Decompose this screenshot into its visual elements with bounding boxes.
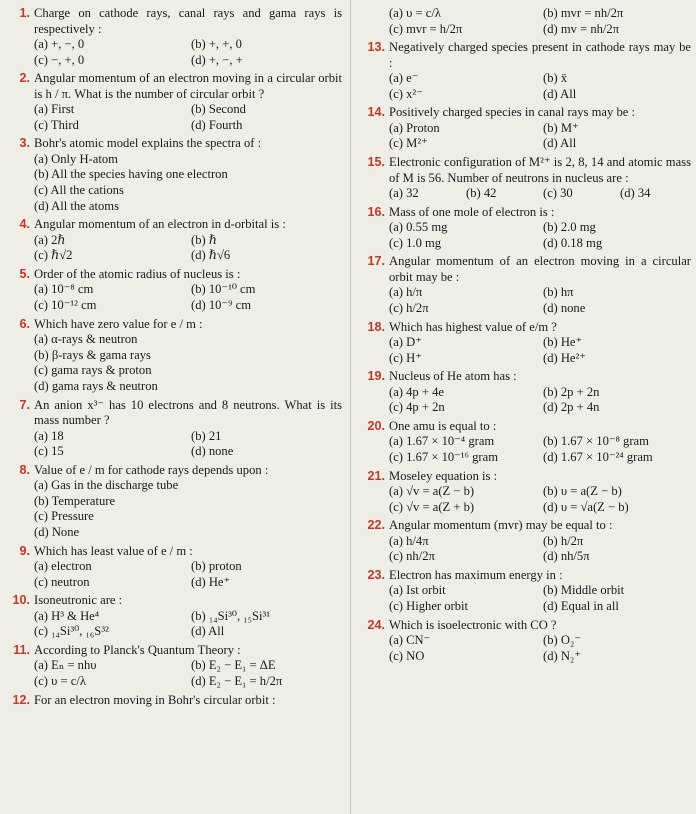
column-divider: [350, 0, 351, 814]
question-number: 1.: [19, 6, 30, 20]
answer-option[interactable]: (c) h/2π: [389, 300, 429, 315]
question-text: For an electron moving in Bohr's circular orbit :: [34, 692, 276, 707]
question-text: According to Planck's Quantum Theory :: [34, 642, 241, 657]
answer-option[interactable]: (b) He⁺: [543, 335, 583, 350]
answer-option[interactable]: (a) Ist orbit: [389, 583, 446, 598]
question-text: Order of the atomic radius of nucleus is :: [34, 266, 241, 281]
answer-option[interactable]: (b) E₂ − E₁ = ΔE: [191, 658, 276, 673]
question-item: [6, 693, 342, 709]
answer-option[interactable]: (a) +, −, 0: [34, 37, 85, 51]
options-list: [34, 609, 342, 640]
answer-option[interactable]: (d) He²⁺: [543, 350, 586, 365]
answer-option[interactable]: (c) 1.67 × 10⁻¹⁶ gram: [389, 450, 498, 464]
question-number: 14.: [367, 105, 385, 120]
answer-option[interactable]: (a) H³ & He⁴: [34, 608, 100, 623]
question-body: [389, 568, 691, 615]
question-body: [34, 544, 342, 591]
question-text: Bohr's atomic model explains the spectra of :: [34, 136, 262, 151]
answer-option[interactable]: (a) α-rays & neutron: [34, 332, 138, 347]
question-text: Which has least value of e / m :: [34, 543, 193, 558]
options-list: [389, 335, 691, 366]
question-item: [361, 155, 691, 202]
answer-option[interactable]: (d) All: [543, 136, 577, 151]
answer-option[interactable]: (a) h/4π: [389, 533, 429, 548]
question-number: 23.: [367, 567, 385, 582]
question-item: [6, 136, 342, 214]
answer-option[interactable]: (c) −, +, 0: [34, 52, 85, 67]
question-text: Which has highest value of e/m ?: [389, 319, 557, 334]
answer-option[interactable]: (a) 0.55 mg: [389, 220, 448, 235]
question-item: [6, 643, 342, 690]
answer-option[interactable]: (a) electron: [34, 559, 92, 574]
question-number: 2.: [19, 71, 30, 86]
options-list: [34, 429, 342, 460]
question-item: [6, 6, 342, 68]
question-item: [361, 6, 691, 37]
question-number: 5.: [19, 266, 30, 281]
question-body: [34, 593, 342, 640]
question-item: [6, 71, 342, 133]
question-number: 10.: [12, 593, 30, 608]
question-text: Isoneutronic are :: [34, 593, 123, 608]
question-number: 9.: [19, 543, 30, 558]
answer-option[interactable]: (b) υ = a(Z − b): [543, 484, 622, 499]
answer-option[interactable]: (d) nh/5π: [543, 549, 590, 564]
answer-option[interactable]: (d) Equal in all: [543, 599, 619, 614]
answer-option[interactable]: (d) He⁺: [191, 574, 231, 589]
question-body: [34, 643, 342, 690]
answer-option[interactable]: (b) mvr = nh/2π: [543, 6, 624, 20]
answer-option[interactable]: (b) 2.0 mg: [543, 220, 596, 235]
answer-option[interactable]: (b) Middle orbit: [543, 583, 625, 598]
question-number: 18.: [367, 319, 385, 334]
options-list: [34, 37, 342, 68]
answer-option[interactable]: (d) ℏ√6: [191, 248, 231, 263]
answer-option[interactable]: (d) gama rays & neutron: [34, 378, 158, 393]
question-item: [6, 217, 342, 264]
answer-option[interactable]: (a) e⁻: [389, 71, 419, 86]
question-body: [34, 398, 342, 460]
question-item: [6, 463, 342, 541]
question-body: [389, 205, 691, 252]
question-body: [34, 463, 342, 541]
answer-option[interactable]: (d) All the atoms: [34, 198, 119, 213]
question-text: Angular momentum of an electron moving in a circular orbit may be :: [389, 254, 691, 284]
question-body: [34, 267, 342, 314]
answer-option[interactable]: (b) proton: [191, 559, 242, 574]
answer-option[interactable]: (a) 1.67 × 10⁻⁴ gram: [389, 434, 495, 449]
answer-option[interactable]: (d) All: [191, 624, 225, 639]
question-body: [389, 320, 691, 367]
answer-option[interactable]: (b) hπ: [543, 285, 574, 300]
answer-option[interactable]: (c) ₁₄Si³⁰, ₁₆S³²: [34, 624, 109, 639]
answer-option[interactable]: (d) none: [543, 300, 586, 315]
question-number: 13.: [367, 40, 385, 55]
answer-option[interactable]: (a) 10⁻⁸ cm: [34, 282, 94, 297]
question-item: [361, 618, 691, 665]
question-number: 16.: [367, 204, 385, 219]
question-body: [389, 469, 691, 516]
question-number: 8.: [19, 462, 30, 477]
answer-option[interactable]: (b) x̄: [543, 71, 568, 86]
question-text: Value of e / m for cathode rays depends upon :: [34, 462, 269, 477]
question-text: Angular momentum (mvr) may be equal to :: [389, 518, 613, 533]
answer-option[interactable]: (d) 1.67 × 10⁻²⁴ gram: [543, 450, 653, 464]
answer-option[interactable]: (c) mvr = h/2π: [389, 21, 463, 36]
question-text: Negatively charged species present in cathode rays may be :: [389, 40, 691, 70]
options-list: [389, 583, 691, 614]
options-list: [389, 484, 691, 515]
options-list: [34, 233, 342, 264]
answer-option[interactable]: (a) 2ℏ: [34, 232, 66, 247]
answer-option[interactable]: (b) β-rays & gama rays: [34, 347, 151, 362]
question-body: [389, 6, 691, 37]
question-item: [361, 568, 691, 615]
right-column: [361, 6, 691, 667]
question-item: [361, 320, 691, 367]
options-list: [389, 434, 691, 465]
answer-option[interactable]: (c) Third: [34, 117, 79, 132]
question-item: [361, 469, 691, 516]
question-item: [361, 419, 691, 466]
options-list: [389, 633, 691, 664]
question-text: Charge on cathode rays, canal rays and gama rays is respectively :: [34, 6, 342, 36]
question-number: 21.: [367, 468, 385, 483]
question-text: Positively charged species in canal rays may be :: [389, 105, 635, 120]
answer-option[interactable]: (a) √v = a(Z − b): [389, 484, 475, 499]
question-number: 12.: [12, 692, 30, 707]
question-number: 11.: [13, 642, 30, 657]
options-list: [389, 285, 691, 316]
question-item: [361, 369, 691, 416]
question-item: [361, 205, 691, 252]
question-item: [6, 544, 342, 591]
question-item: [6, 398, 342, 460]
options-list: [34, 559, 342, 590]
answer-option[interactable]: (d) 34: [620, 186, 651, 201]
answer-option[interactable]: (a) 32: [389, 186, 419, 201]
answer-option[interactable]: (c) M²⁺: [389, 136, 428, 151]
answer-option[interactable]: (a) CN⁻: [389, 633, 431, 648]
answer-option[interactable]: (c) Pressure: [34, 509, 94, 524]
question-text: Angular momentum of an electron in d-orbital is :: [34, 217, 286, 232]
question-text: One amu is equal to :: [389, 418, 497, 433]
answer-option[interactable]: (b) ℏ: [191, 232, 217, 247]
question-item: [6, 267, 342, 314]
answer-option[interactable]: (b) +, +, 0: [191, 37, 242, 51]
answer-option[interactable]: (b) Second: [191, 102, 246, 117]
answer-option[interactable]: (a) D⁺: [389, 335, 422, 350]
answer-option[interactable]: (a) Eₙ = nhυ: [34, 658, 97, 673]
question-body: [389, 618, 691, 665]
answer-option[interactable]: (c) x²⁻: [389, 86, 423, 101]
question-body: [34, 693, 342, 709]
question-number: 19.: [367, 369, 385, 384]
answer-option[interactable]: (c) NO: [389, 648, 425, 663]
answer-option[interactable]: (d) mv = nh/2π: [543, 21, 620, 36]
answer-option[interactable]: (d) All: [543, 86, 577, 101]
answer-option[interactable]: (a) Proton: [389, 120, 440, 135]
answer-option[interactable]: (b) h/2π: [543, 533, 584, 548]
question-body: [34, 136, 342, 214]
question-number: 7.: [19, 397, 30, 412]
answer-option[interactable]: (a) υ = c/λ: [389, 6, 441, 20]
question-text: Which is isoelectronic with CO ?: [389, 617, 557, 632]
answer-option[interactable]: (b) 1.67 × 10⁻⁸ gram: [543, 434, 649, 449]
options-list: [389, 220, 691, 251]
options-list: [389, 385, 691, 416]
answer-option[interactable]: (b) 21: [191, 428, 222, 443]
question-item: [6, 593, 342, 640]
question-body: [389, 518, 691, 565]
question-item: [361, 518, 691, 565]
question-number: 6.: [19, 316, 30, 331]
answer-option[interactable]: (a) First: [34, 102, 75, 117]
question-text: Nucleus of He atom has :: [389, 369, 517, 384]
answer-option[interactable]: (c) ℏ√2: [34, 248, 73, 263]
answer-option[interactable]: (a) h/π: [389, 285, 423, 300]
options-list: [389, 6, 691, 37]
answer-option[interactable]: (d) N₂⁺: [543, 648, 581, 663]
answer-option[interactable]: (b) All the species having one electron: [34, 167, 228, 182]
answer-option[interactable]: (c) 4p + 2n: [389, 400, 445, 415]
options-list: [389, 121, 691, 152]
options-list: [34, 658, 342, 689]
answer-option[interactable]: (c) 15: [34, 444, 64, 459]
answer-option[interactable]: (a) Only H-atom: [34, 151, 118, 166]
question-item: [361, 40, 691, 102]
answer-option[interactable]: (d) 10⁻⁹ cm: [191, 298, 251, 313]
answer-option[interactable]: (c) 1.0 mg: [389, 235, 442, 250]
answer-option[interactable]: (d) E₂ − E₁ = h/2π: [191, 674, 283, 689]
question-number: 15.: [367, 155, 385, 170]
answer-option[interactable]: (b) Temperature: [34, 493, 116, 508]
question-number: 3.: [19, 136, 30, 151]
question-item: [6, 317, 342, 395]
question-body: [389, 155, 691, 202]
answer-option[interactable]: (b) 10⁻¹⁰ cm: [191, 282, 256, 297]
answer-option[interactable]: (c) neutron: [34, 574, 90, 589]
options-list: [34, 282, 342, 313]
answer-option[interactable]: (c) υ = c/λ: [34, 674, 86, 689]
question-text: Mass of one mole of electron is :: [389, 204, 555, 219]
question-body: [389, 40, 691, 102]
question-body: [34, 71, 342, 133]
answer-option[interactable]: (c) All the cations: [34, 183, 124, 198]
answer-option[interactable]: (c) √v = a(Z + b): [389, 499, 475, 514]
answer-option[interactable]: (d) 2p + 4n: [543, 400, 600, 415]
options-list: [34, 152, 342, 214]
question-text: Moseley equation is :: [389, 468, 498, 483]
options-list: [389, 186, 691, 202]
options-list: [34, 102, 342, 133]
options-list: [389, 534, 691, 565]
question-number: 17.: [367, 254, 385, 269]
answer-option[interactable]: (b) O₂⁻: [543, 633, 581, 648]
question-number: 24.: [367, 617, 385, 632]
question-number: 4.: [19, 217, 30, 232]
answer-option[interactable]: (c) 10⁻¹² cm: [34, 298, 97, 313]
question-body: [389, 254, 691, 316]
answer-option[interactable]: (d) none: [191, 444, 234, 459]
answer-option[interactable]: (d) υ = √a(Z − b): [543, 499, 629, 514]
question-body: [34, 217, 342, 264]
answer-option[interactable]: (d) Fourth: [191, 117, 243, 132]
answer-option[interactable]: (c) Higher orbit: [389, 599, 469, 614]
answer-option[interactable]: (d) 0.18 mg: [543, 235, 603, 250]
question-number: 20.: [367, 418, 385, 433]
question-item: [361, 105, 691, 152]
answer-option[interactable]: (d) None: [34, 524, 80, 539]
question-body: [389, 369, 691, 416]
answer-option[interactable]: (a) Gas in the discharge tube: [34, 478, 179, 493]
question-number: 22.: [367, 518, 385, 533]
question-body: [34, 6, 342, 68]
options-list: [34, 332, 342, 394]
answer-option[interactable]: (c) 30: [543, 186, 573, 201]
question-text: An anion x³⁻ has 10 electrons and 8 neutrons. What is its mass number ?: [34, 397, 342, 427]
answer-option[interactable]: (b) 42: [466, 186, 497, 201]
left-column: [6, 6, 342, 711]
answer-option[interactable]: (a) 18: [34, 428, 64, 443]
question-body: [34, 317, 342, 395]
question-text: Electronic configuration of M²⁺ is 2, 8, 14 and atomic mass of M is 56. Number of neutrons in nucleus are :: [389, 155, 691, 185]
answer-option[interactable]: (c) H⁺: [389, 350, 422, 365]
answer-option[interactable]: (c) gama rays & proton: [34, 363, 152, 378]
answer-option[interactable]: (d) +, −, +: [191, 52, 243, 67]
answer-option[interactable]: (b) 2p + 2n: [543, 384, 600, 399]
question-text: Angular momentum of an electron moving in a circular orbit is h / π. What is the number of circular orbit ?: [34, 71, 342, 101]
question-item: [361, 254, 691, 316]
answer-option[interactable]: (b) M⁺: [543, 120, 579, 135]
question-text: Which have zero value for e / m :: [34, 316, 203, 331]
answer-option[interactable]: (a) 4p + 4e: [389, 384, 445, 399]
question-body: [389, 419, 691, 466]
options-list: [34, 478, 342, 540]
answer-option[interactable]: (c) nh/2π: [389, 549, 435, 564]
options-list: [389, 71, 691, 102]
question-body: [389, 105, 691, 152]
question-text: Electron has maximum energy in :: [389, 567, 563, 582]
answer-option[interactable]: (b) ₁₄Si³⁰, ₁₅Si³¹: [191, 608, 271, 623]
